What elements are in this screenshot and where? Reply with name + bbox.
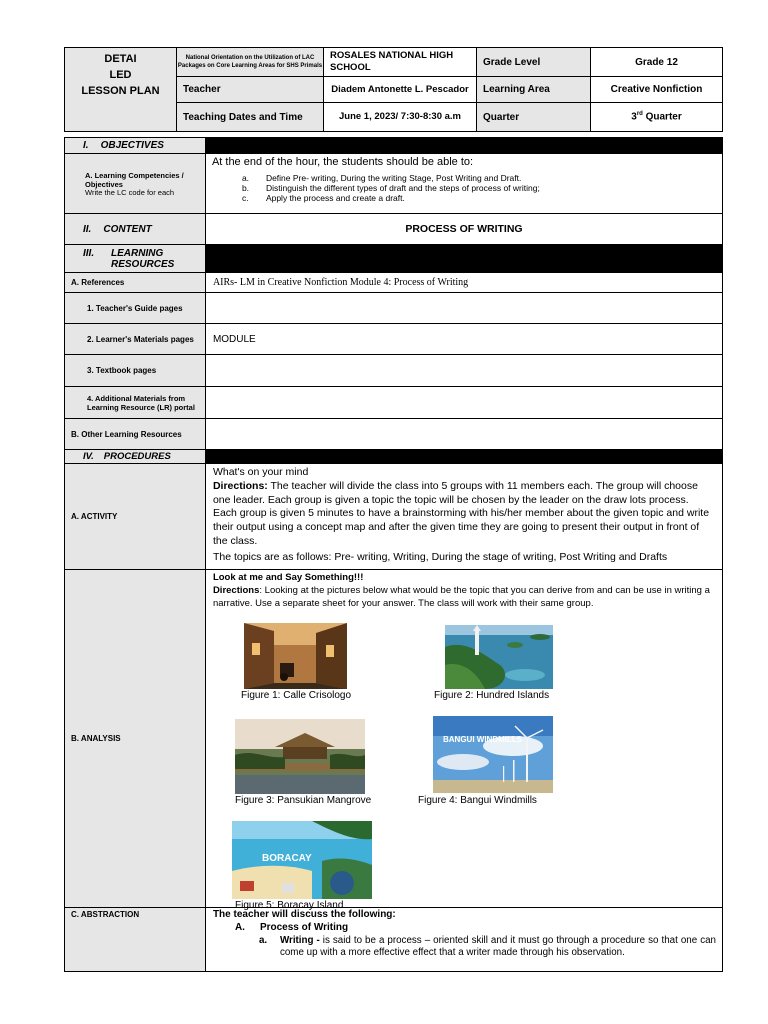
figure-pansukian-mangrove xyxy=(235,719,365,794)
title-lesson-plan: LESSON PLAN xyxy=(81,85,160,97)
procedures-heading: IV. PROCEDURES xyxy=(65,450,206,464)
objectives-content xyxy=(205,154,722,214)
figure-boracay-island xyxy=(232,821,372,899)
grade-level-label: Grade Level xyxy=(477,48,591,77)
main-table xyxy=(64,137,723,972)
analysis-directions: Directions: Looking at the pictures below what would be the topic that you can derive from and can be use in writing a narrative. Use a separate sheet for your answer. The class will work with their same group. xyxy=(212,585,710,609)
competencies-label: A. Learning Competencies / Objectives Write the LC code for each xyxy=(65,154,206,214)
title-detailed: DETAI xyxy=(104,53,137,65)
other-resources-value xyxy=(205,419,722,450)
quarter-label: Quarter xyxy=(477,103,591,132)
objectives-heading: I. OBJECTIVES xyxy=(65,138,206,154)
figure-3-caption: Figure 3: Pansukian Mangrove xyxy=(235,795,372,806)
boracay-overlay-text: BORACAY xyxy=(262,853,312,864)
content-heading: II. CONTENT xyxy=(65,214,206,245)
dates-label: Teaching Dates and Time xyxy=(177,103,324,132)
objective-item: b. Distinguish the different types of draft and the steps of process of writing; xyxy=(241,183,540,193)
figure-calle-crisologo xyxy=(244,623,347,689)
activity-topics: The topics are as follows: Pre- writing, Writing, During the stage of writing, Post Writing and Drafts xyxy=(212,550,668,563)
objectives-list xyxy=(212,173,722,203)
figure-hundred-islands xyxy=(445,625,553,689)
abstraction-section-a: A. Process of Writing xyxy=(234,921,349,933)
quarter-value: 3rd Quarter xyxy=(591,103,723,132)
learning-area-label: Learning Area xyxy=(477,77,591,103)
title-led: LED xyxy=(109,69,132,81)
objectives-bar xyxy=(205,138,722,154)
activity-label: A. ACTIVITY xyxy=(65,464,206,570)
learners-materials-value: MODULE xyxy=(205,324,722,355)
references-label: A. References xyxy=(65,273,206,293)
activity-title: What's on your mind xyxy=(212,466,309,478)
abstraction-item: a. Writing - is said to be a process – oriented skill and it must go through a procedure so that one can come up with a more effective effect that a writer made through his observation. xyxy=(258,934,716,959)
windmills-overlay-text: BANGUI WINDMILLS xyxy=(443,735,523,744)
teachers-guide-value xyxy=(205,293,722,324)
references-value: AIRs- LM in Creative Nonfiction Module 4: Process of Writing xyxy=(205,273,722,293)
learners-materials-label: 2. Learner's Materials pages xyxy=(65,324,206,355)
textbook-value xyxy=(205,355,722,387)
abstraction-label: C. ABSTRACTION xyxy=(65,908,206,972)
school-name: ROSALES NATIONAL HIGH SCHOOL xyxy=(324,48,477,77)
textbook-label: 3. Textbook pages xyxy=(65,355,206,387)
lesson-plan-title xyxy=(65,48,177,132)
figure-1-caption: Figure 1: Calle Crisologo xyxy=(241,690,352,701)
grade-level-value: Grade 12 xyxy=(591,48,723,77)
figure-5-caption: Figure 5: Boracay Island xyxy=(235,900,344,911)
figure-2-caption: Figure 2: Hundred Islands xyxy=(434,690,550,701)
analysis-title: Look at me and Say Something!!! xyxy=(212,572,364,583)
objective-item: c. Apply the process and create a draft. xyxy=(241,193,405,203)
additional-materials-value xyxy=(205,387,722,419)
figure-bangui-windmills xyxy=(433,716,553,793)
activity-content xyxy=(205,464,722,570)
teacher-label: Teacher xyxy=(177,77,324,103)
abstraction-intro: The teacher will discuss the following: xyxy=(212,909,396,920)
learning-area-value: Creative Nonfiction xyxy=(591,77,723,103)
teachers-guide-label: 1. Teacher's Guide pages xyxy=(65,293,206,324)
objective-item: a. Define Pre- writing, During the writing Stage, Post Writing and Draft. xyxy=(241,173,522,183)
objectives-intro: At the end of the hour, the students should be able to: xyxy=(211,156,474,168)
activity-directions: Directions: The teacher will divide the class into 5 groups with 11 members each. The group will choose one leader. Each group is given a topic the topic will be chosen by the leader on the draw lots process. Each group is given 5 minutes to have a brainstorming with his/her member about the given topic and write their output using a concept map and after the given time they are going to present their output in front of the class. xyxy=(212,479,710,547)
dates-value: June 1, 2023/ 7:30-8:30 a.m xyxy=(324,103,477,132)
resources-heading: III. LEARNING RESOURCES xyxy=(65,245,206,273)
procedures-bar xyxy=(205,450,722,464)
figure-4-caption: Figure 4: Bangui Windmills xyxy=(418,795,537,806)
orientation-text: National Orientation on the Utilization of LAC Packages on Core Learning Areas for SHS Primals xyxy=(177,48,324,77)
analysis-label: B. ANALYSIS xyxy=(65,570,206,908)
abstraction-content xyxy=(205,908,722,972)
content-value: PROCESS OF WRITING xyxy=(205,214,722,245)
other-resources-label: B. Other Learning Resources xyxy=(65,419,206,450)
header-table xyxy=(64,47,723,132)
teacher-value: Diadem Antonette L. Pescador xyxy=(324,77,477,103)
additional-materials-label: 4. Additional Materials from Learning Resource (LR) portal xyxy=(65,387,206,419)
resources-bar xyxy=(205,245,722,273)
